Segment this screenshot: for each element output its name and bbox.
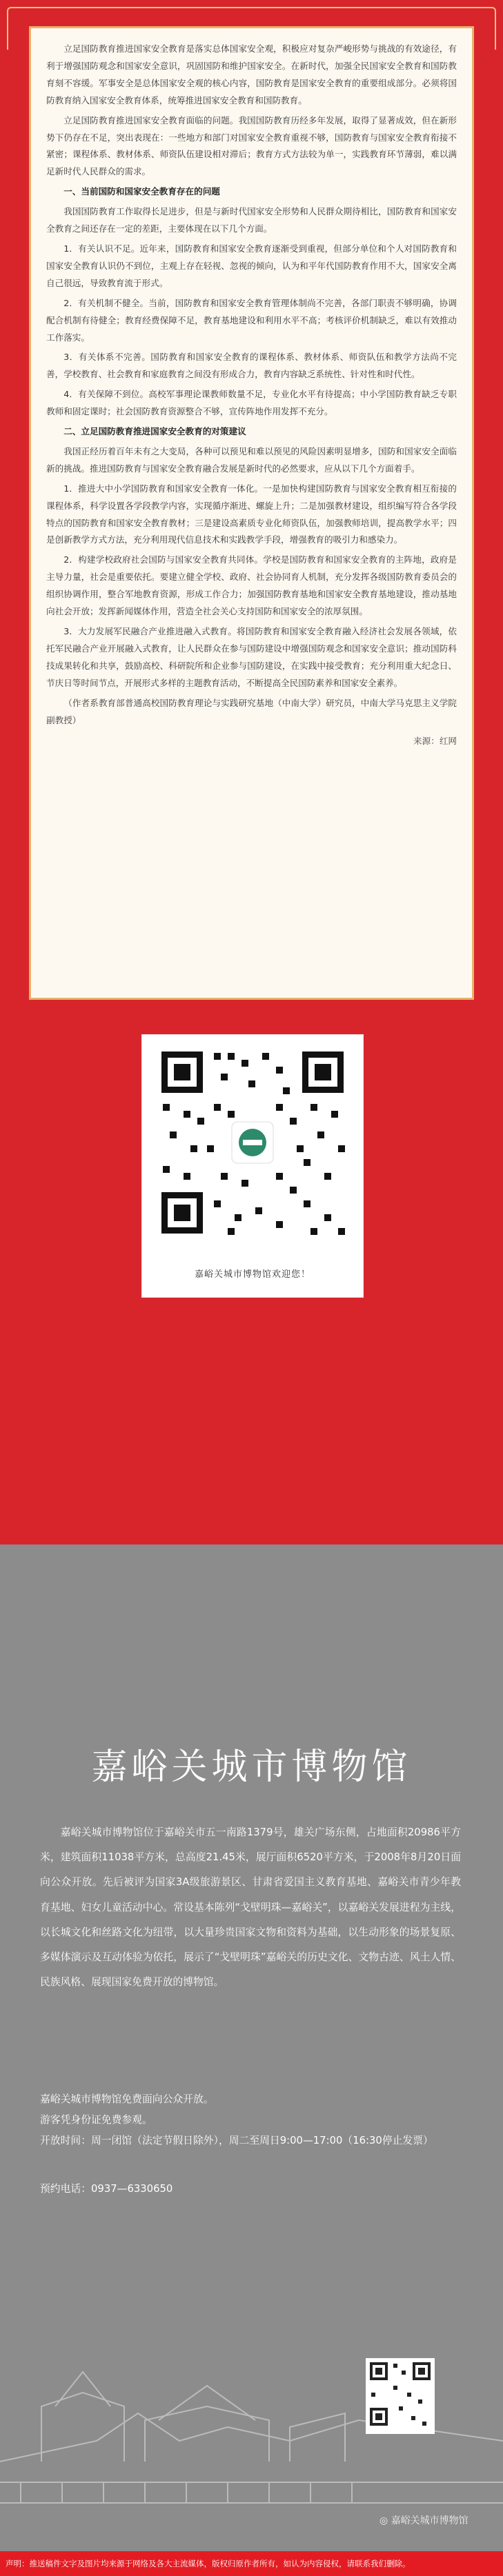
opening-hours: 开放时间：周一闭馆（法定节假日除外），周二至周日9:00—17:00（16:30停止发票）: [40, 2135, 433, 2146]
wechat-icon: ◎: [379, 2515, 391, 2526]
section-heading: 一、当前国防和国家安全教育存在的问题: [63, 186, 220, 197]
article-paragraph: 立足国防教育推进国家安全教育面临的问题。我国国防教育历经多年发展，取得了显著成效，但在新形势下仍存在不足，突出表现在：一些地方和部门对国家安全教育重视不够，国防教育与国家安全教育衔接不紧密；课程体系、教材体系、师资队伍建设相对滞后；教育方式方法较为单一，实践教育环节薄弱，难以满足新时代人民群众的需求。: [46, 114, 457, 177]
wechat-account-name: 嘉峪关城市博物馆: [391, 2515, 469, 2526]
visit-info: [40, 2089, 468, 2200]
qr-panel: [141, 1034, 364, 1298]
footer-disclaimer: 声明：推送稿件文字及图片均来源于网络及各大主流媒体，版权归原作者所有，如认为内容侵权，请联系我们删除。: [0, 2551, 503, 2576]
article-paragraph: 我国国防教育工作取得长足进步，但是与新时代国家安全形势和人民群众期待相比，国防教育和国家安全教育之间还存在一定的差距，主要体现在以下几个方面。: [46, 206, 457, 234]
article-paragraph: 3．大力发展军民融合产业推进融入式教育。将国防教育和国家安全教育融入经济社会发展各领域，依托军民融合产业开展融入式教育，让人民群众在参与国防建设中增强国防观念和国家安全意识；推动国防科技成果转化和共享，鼓励高校、科研院所和企业参与国防建设，在实践中接受教育；充分利用重大纪念日、节庆日等时间节点，开展形式多样的主题教育活动，不断提高全民国防素养和国家安全素养。: [46, 626, 457, 688]
article-paragraph: 3．有关体系不完善。国防教育和国家安全教育的课程体系、教材体系、师资队伍和教学方法尚不完善，学校教育、社会教育和家庭教育之间没有形成合力，教育内容缺乏系统性、针对性和时代性。: [46, 352, 457, 380]
reservation-phone[interactable]: 预约电话：0937—6330650: [40, 2183, 173, 2195]
qr-code-image[interactable]: [155, 1045, 351, 1240]
article-paragraph: 我国正经历着百年未有之大变局，各种可以预见和难以预见的风险因素明显增多，国防和国家安全面临新的挑战。推进国防教育与国家安全教育融合发展是新时代的必然要求，应从以下几个方面着手。: [46, 445, 457, 474]
article-paragraph: 1．有关认识不足。近年来，国防教育和国家安全教育逐渐受到重视，但部分单位和个人对国防教育和国家安全教育认识仍不到位，主观上存在轻视、忽视的倾向，认为和平年代国防教育作用不大，国家安全离自己很远，导致教育流于形式。: [46, 243, 457, 288]
free-notice: 嘉峪关城市博物馆免费面向公众开放。: [40, 2093, 214, 2105]
section-heading: 二、立足国防教育推进国家安全教育的对策建议: [63, 426, 246, 437]
article-paragraph: 2．构建学校政府社会国防与国家安全教育共同体。学校是国防教育和国家安全教育的主阵地，政府是主导力量，社会是重要依托。要建立健全学校、政府、社会协同育人机制，充分发挥各级国防教育委员会的组织协调作用，整合军地教育资源，形成工作合力；加强国防教育基地和国家安全教育基地建设，推动基地向社会开放；发挥新闻媒体作用，营造全社会关心支持国防和国家安全的浓厚氛围。: [46, 554, 457, 617]
article-paragraph: 2．有关机制不健全。当前，国防教育和国家安全教育管理体制尚不完善，各部门职责不够明确，协调配合机制有待健全；教育经费保障不足，教育基地建设和利用水平不高；考核评价机制缺乏，难以有效推动工作落实。: [46, 297, 457, 343]
source-label: 来源：红网: [413, 736, 457, 747]
museum-title: 嘉峪关城市博物馆: [91, 1747, 412, 1788]
small-qr-code[interactable]: [366, 2358, 435, 2434]
article-paragraph: 1．推进大中小学国防教育和国家安全教育一体化。一是加快构建国防教育与国家安全教育相互衔接的课程体系，科学设置各学段教学内容，实现循序渐进、螺旋上升；二是加强教材建设，组织编写符合各学段特点的国防教育和国家安全教育教材；三是建设高素质专业化师资队伍，加强教师培训，提高教学水平；四是创新教学方式方法，充分利用现代信息技术和实践教学手段，增强教育的吸引力和感染力。: [46, 483, 457, 545]
article-paragraph: 立足国防教育推进国家安全教育是落实总体国家安全观，积极应对复杂严峻形势与挑战的有效途径，有利于增强国防观念和国家安全意识，巩固国防和维护国家安全。在新时代，加强全民国家安全教育和国防教育刻不容缓。军事安全是总体国家安全观的核心内容，国防教育是国家安全教育的重要组成部分。必须将国防教育纳入国家安全教育体系，统筹推进国家安全教育和国防教育。: [46, 43, 457, 105]
museum-intro: 嘉峪关城市博物馆位于嘉峪关市五一南路1379号，雄关广场东侧，占地面积20986平方米，建筑面积11038平方米，总高度21.45米，展厅面积6520平方米，于2008年8月20日面向公众开放。先后被评为国家3A级旅游景区、甘肃省爱国主义教育基地、嘉峪关市青少年教育基地、妇女儿童活动中心。常设基本陈列“戈壁明珠—嘉峪关”，以嘉峪关发展进程为主线，以长城文化和丝路文化为纽带，以大量珍贵国家文物和资料为基础，以生动形象的场景复原、多媒体演示及互动体验为依托，展示了“戈壁明珠”嘉峪关的历史文化、文物古迹、风土人情、民族风格、展现国家免费开放的博物馆。: [40, 1827, 461, 1989]
visit-notice: 游客凭身份证免费参观。: [40, 2114, 152, 2126]
article-card: [29, 26, 474, 1000]
qr-caption: 嘉峪关城市博物馆欢迎您！: [194, 1269, 310, 1280]
author-note: （作者系教育部普通高校国防教育理论与实践研究基地（中南大学）研究员，中南大学马克思主义学院副教授）: [46, 697, 457, 725]
wechat-account-mark: [379, 2513, 469, 2527]
article-paragraph: 4．有关保障不到位。高校军事理论课教师数量不足，专业化水平有待提高；中小学国防教育缺乏专职教师和固定课时；社会国防教育资源整合不够，宣传阵地作用发挥不充分。: [46, 389, 457, 417]
